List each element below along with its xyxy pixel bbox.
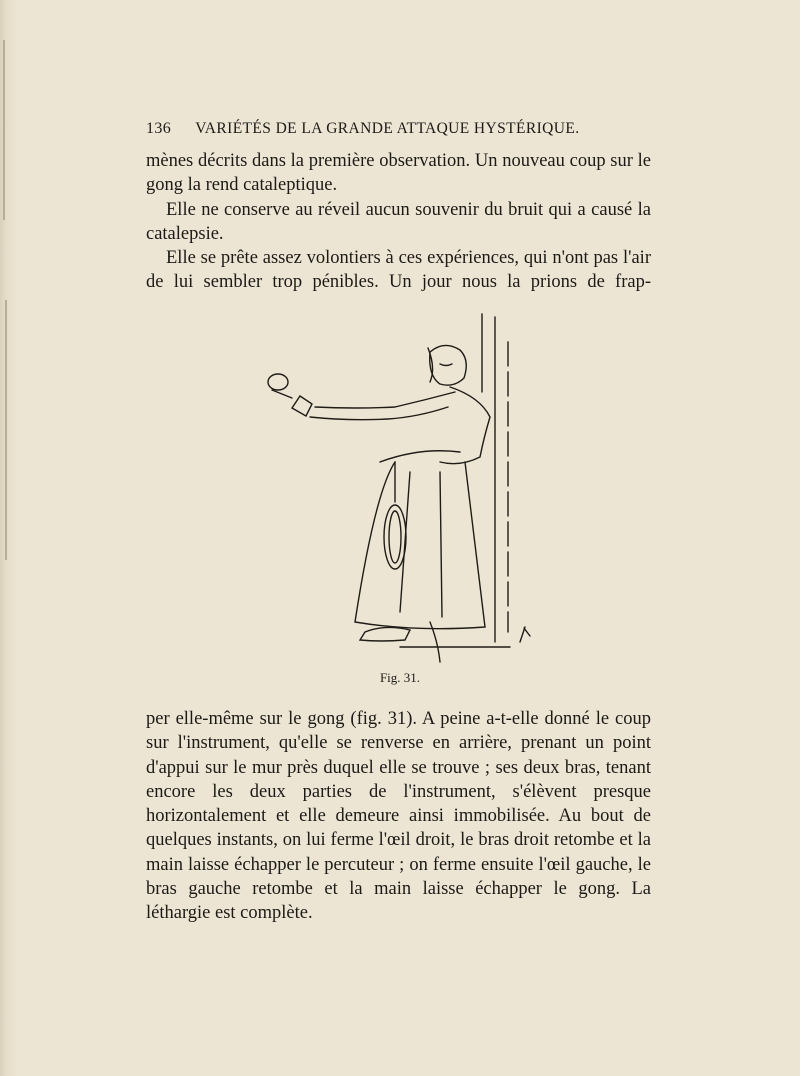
figure-caption: Fig. 31.: [379, 670, 421, 685]
paragraph: mènes décrits dans la première observation. Un nouveau coup sur le gong la rend cataleptique.: [146, 151, 651, 196]
paragraph: Elle se prête assez volontiers à ces expériences, qui n'ont pas l'air de lui sembler trop pénibles. Un jour nous la prions de frap-: [146, 248, 651, 293]
mallet-head: [268, 374, 288, 390]
gong-disk: [384, 505, 406, 569]
page-number: 136: [146, 120, 172, 137]
body-text-top: [146, 149, 651, 295]
skirt-outline: [355, 462, 485, 629]
waist-line: [380, 451, 460, 462]
running-header: [146, 120, 651, 138]
mallet-handle: [272, 390, 292, 398]
lower-arm: [310, 407, 448, 420]
paragraph: Elle ne conserve au réveil aucun souvenir du bruit qui a causé la catalepsie.: [146, 199, 651, 244]
skirt-fold: [440, 472, 442, 617]
hand-outline: [292, 396, 312, 416]
gong-rim: [389, 511, 401, 563]
shoulder-outline: [440, 387, 490, 464]
upper-arm: [315, 392, 455, 408]
running-title: VARIÉTÉS DE LA GRANDE ATTAQUE HYSTÉRIQUE.: [195, 120, 580, 137]
page-edge-mark: [5, 300, 7, 560]
body-text-bottom: [146, 707, 651, 926]
page-edge-mark: [3, 40, 5, 220]
paragraph: per elle-même sur le gong (fig. 31). A peine a-t-elle donné le coup sur l'instrument, qu'elle se renverse en arrière, prenant un point d'appui sur le mur près duquel elle se trouve ; ses deux bras, tenant encore les deux parties de l'instrument, s'élèvent presque horizontalement et elle demeure ainsi immobilisée. Au bout de quelques instants, on lui ferme l'œil droit, le bras droit retombe et la main laisse échapper le percuteur ; on ferme ensuite l'œil gauche, le bras gauche retombe et la main laisse échapper le gong. La léthargie est complète.: [146, 709, 651, 924]
artist-monogram: [520, 627, 530, 642]
left-foot: [360, 627, 410, 641]
figure-illustration: [250, 312, 550, 667]
closed-eye-line: [440, 364, 452, 366]
